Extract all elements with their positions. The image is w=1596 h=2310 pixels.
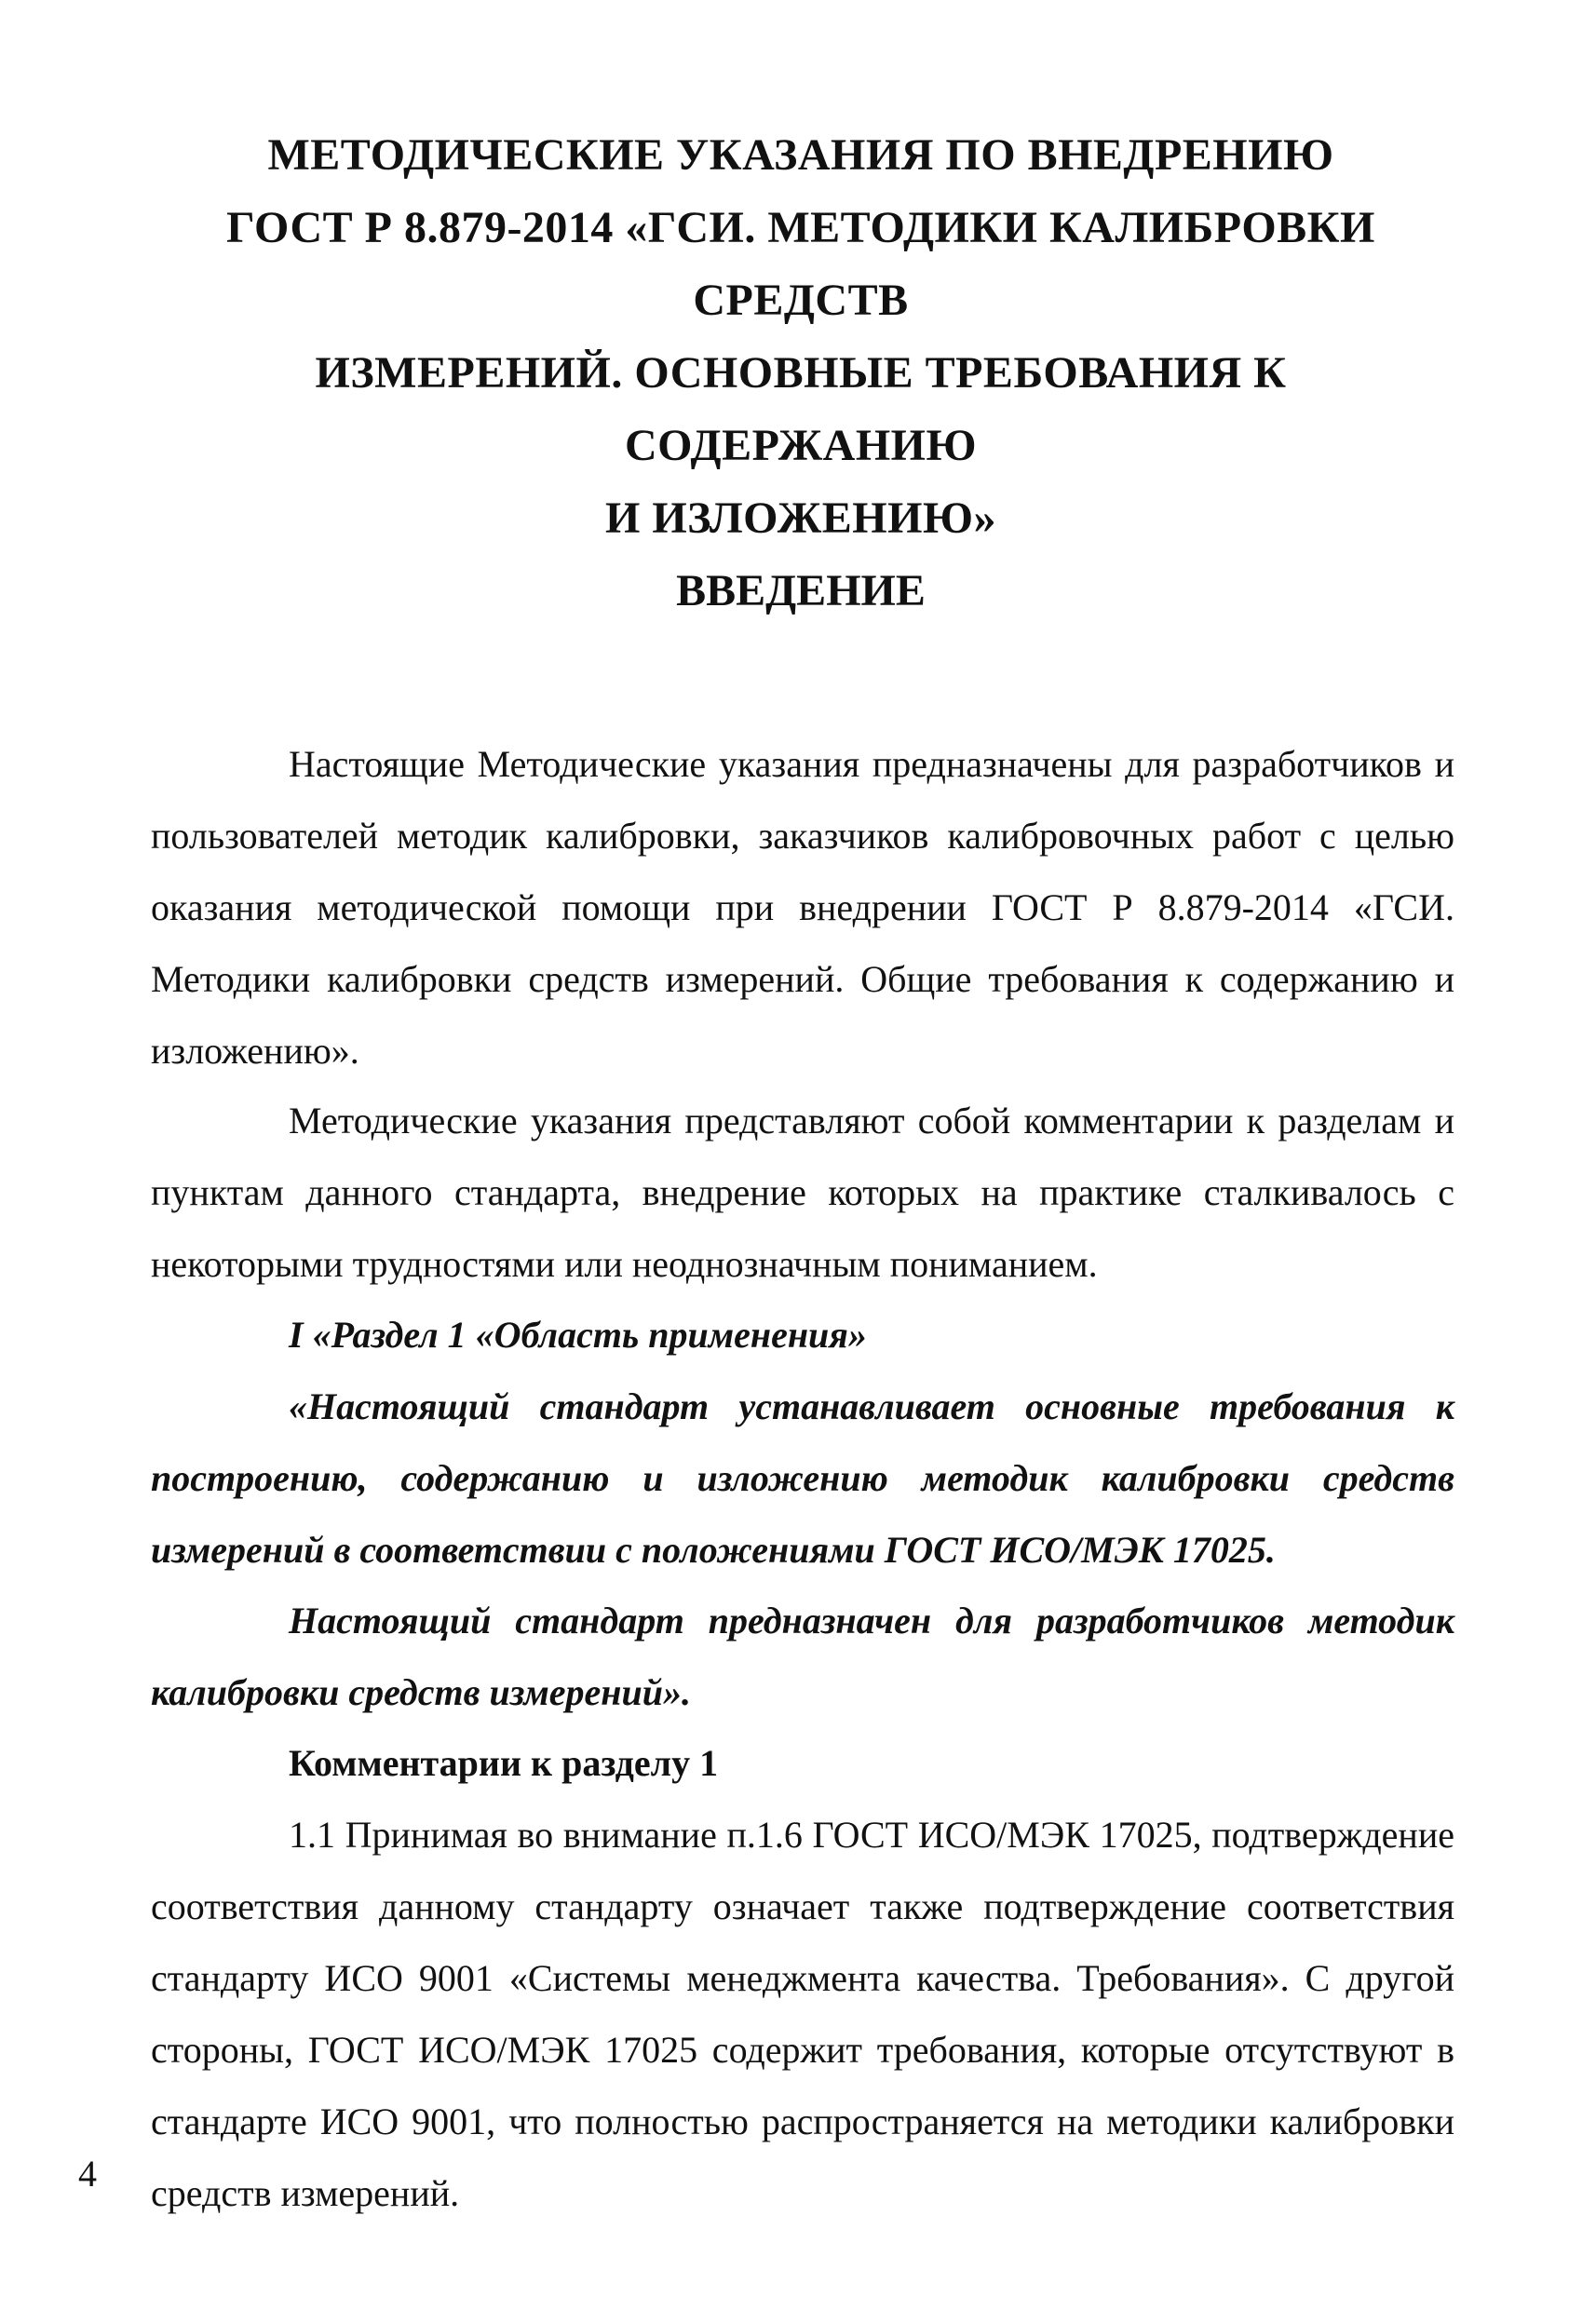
comment-1-1: 1.1 Принимая во внимание п.1.6 ГОСТ ИСО/МЭК 17025, подтверждение соответствия данному стандарту означает также подтверждение соответствия стандарту ИСО 9001 «Системы менеджмента качества. Требования». С другой стороны, ГОСТ ИСО/МЭК 17025 содержит требования, которые отсутствуют в стандарте ИСО 9001, что полностью распространяется на методики калибровки средств измерений. (151, 1814, 1454, 2214)
title-line: ГОСТ Р 8.879-2014 «ГСИ. МЕТОДИКИ КАЛИБРОВКИ СРЕДСТВ (226, 203, 1375, 325)
page-number: 4 (78, 2153, 97, 2195)
paragraph-intro-1: Настоящие Методические указания предназначены для разработчиков и пользователей методик калибровки, заказчиков калибровочных работ с целью оказания методической помощи при внедрении ГОСТ Р 8.879-2014 «ГСИ. Методики калибровки средств измерений. Общие требования к содержанию и изложению». (151, 743, 1454, 1072)
document-title (140, 119, 1462, 555)
title-line: И ИЗЛОЖЕНИЮ» (605, 493, 996, 543)
section-1-heading: I «Раздел 1 «Область применения» (289, 1314, 867, 1356)
comments-heading: Комментарии к разделу 1 (289, 1742, 719, 1784)
paragraph-intro-2: Методические указания представляют собой комментарии к разделам и пунктам данного стандарта, внедрение которых на практике сталкивалось с некоторыми трудностями или неоднозначным пониманием. (151, 1100, 1454, 1285)
title-line: МЕТОДИЧЕСКИЕ УКАЗАНИЯ ПО ВНЕДРЕНИЮ (267, 130, 1334, 180)
section-1-quote-1: «Настоящий стандарт устанавливает основные требования к построению, содержанию и изложению методик калибровки средств измерений в соответствии с положениями ГОСТ ИСО/МЭК 17025. (151, 1385, 1454, 1571)
section-heading-introduction: ВВЕДЕНИЕ (676, 566, 926, 615)
title-line: ИЗМЕРЕНИЙ. ОСНОВНЫЕ ТРЕБОВАНИЯ К СОДЕРЖАНИЮ (315, 348, 1287, 470)
section-1-quote-2: Настоящий стандарт предназначен для разработчиков методик калибровки средств измерений». (151, 1600, 1454, 1713)
